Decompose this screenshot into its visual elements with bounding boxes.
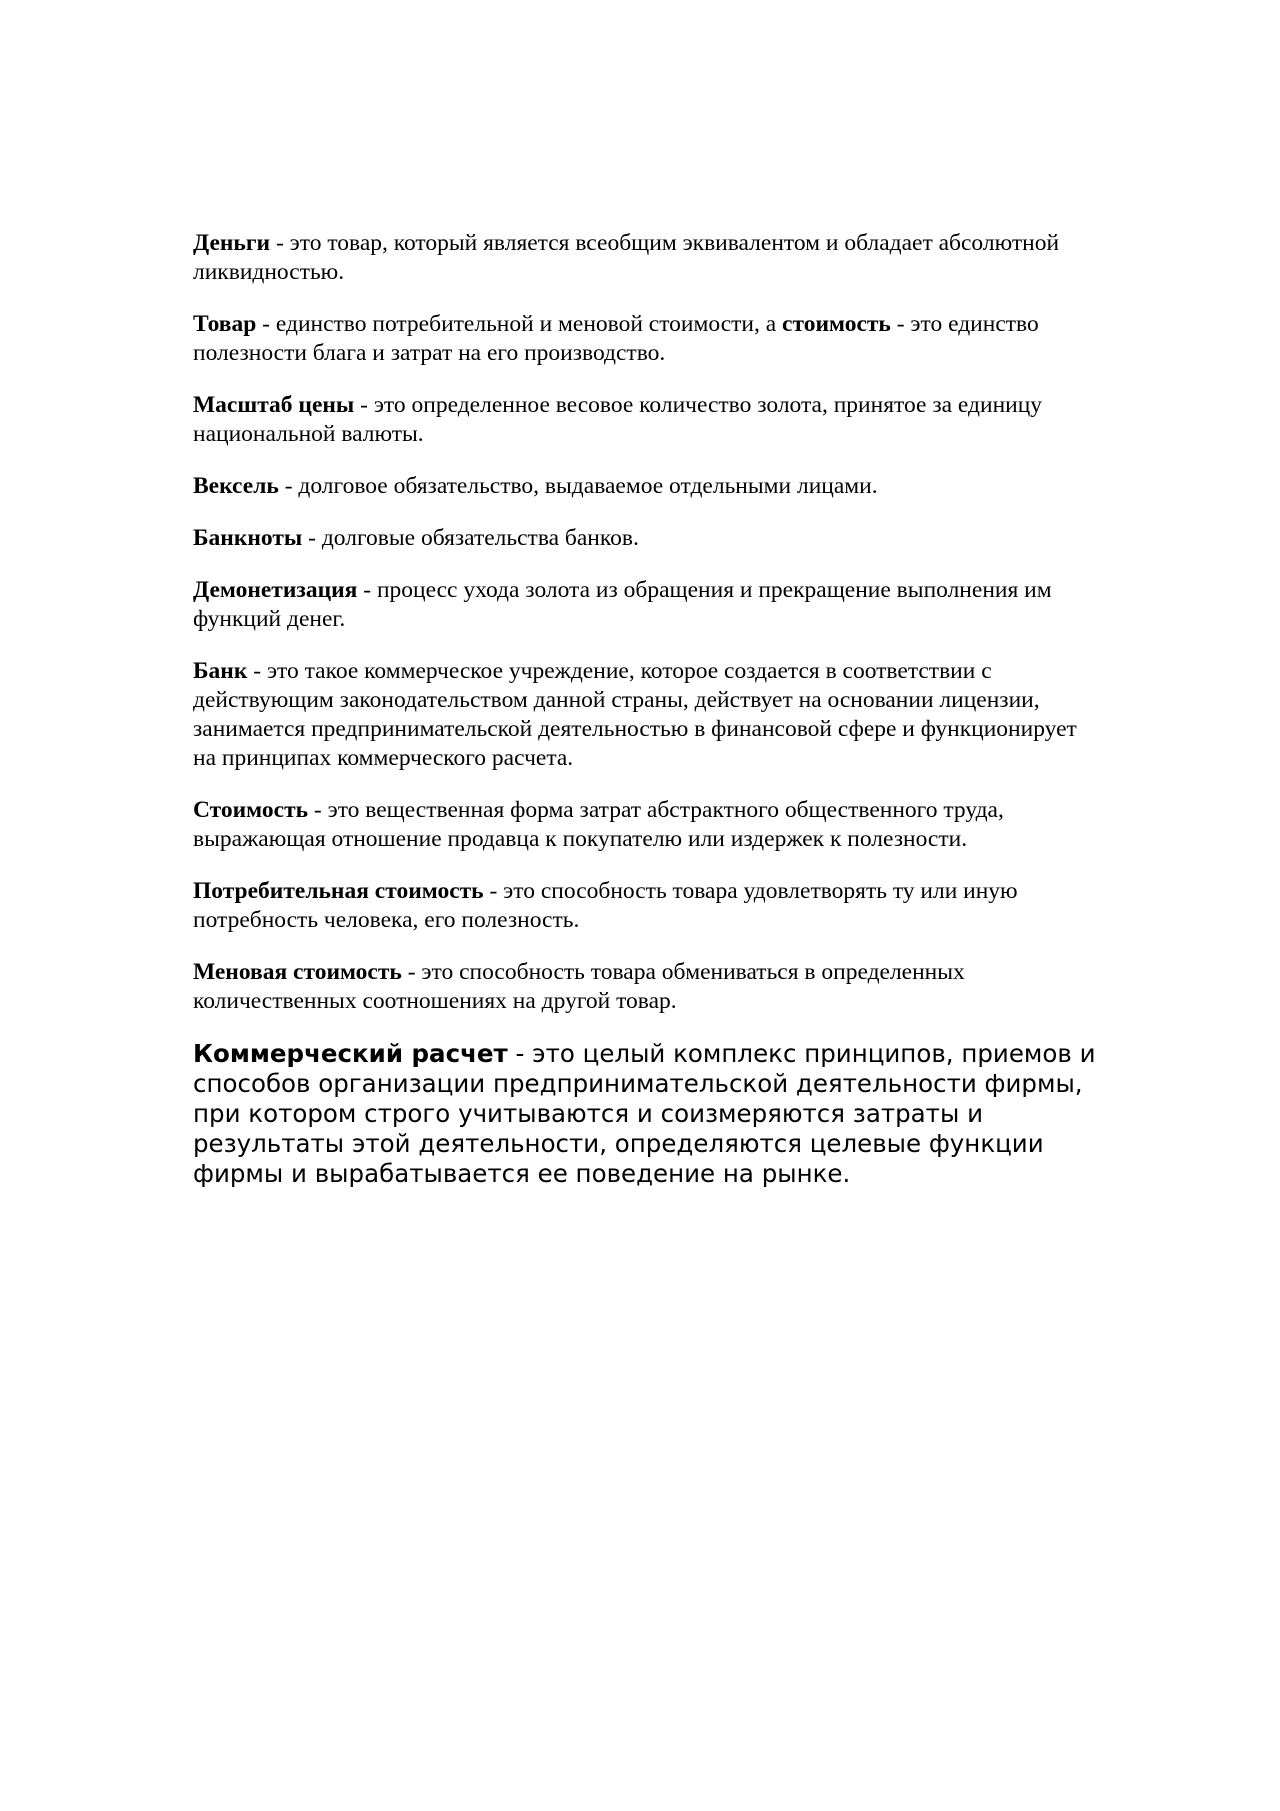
definition-text: - это такое коммерческое учреждение, которое создается в соответствии с действующим законодательством данной страны, действует на основании лицензии, занимается предпринимательской деятельностью в финансовой сфере и функционирует на принципах коммерческого расчета. xyxy=(193,658,1077,771)
definition-exchange-value xyxy=(193,958,1105,1016)
document-body xyxy=(193,229,1105,1212)
definition-text: - это товар, который является всеобщим эквивалентом и обладает абсолютной ликвидностью. xyxy=(193,230,1060,285)
definition-bill xyxy=(193,472,1105,501)
definition-text: - долговое обязательство, выдаваемое отдельными лицами. xyxy=(278,473,878,499)
term: стоимость xyxy=(782,311,891,337)
definition-text: - долговые обязательства банков. xyxy=(302,525,639,551)
term: Коммерческий расчет xyxy=(193,1039,508,1068)
definition-goods xyxy=(193,310,1105,368)
term: Меновая стоимость xyxy=(193,959,402,985)
definition-text: - процесс ухода золота из обращения и прекращение выполнения им функций денег. xyxy=(193,577,1052,632)
definition-commercial-calculation xyxy=(193,1039,1105,1189)
definition-text: - это вещественная форма затрат абстрактного общественного труда, выражающая отношение продавца к покупателю или издержек к полезности. xyxy=(193,797,1004,852)
term: Банк xyxy=(193,658,248,684)
definition-use-value xyxy=(193,877,1105,935)
term: Стоимость xyxy=(193,797,309,823)
definition-text: - это способность товара обмениваться в определенных количественных соотношениях на другой товар. xyxy=(193,959,965,1014)
definition-bank xyxy=(193,657,1105,773)
term: Деньги xyxy=(193,230,271,256)
definition-text: - это единство полезности блага и затрат на его производство. xyxy=(193,311,1039,366)
definition-demonetization xyxy=(193,576,1105,634)
term: Демонетизация xyxy=(193,577,358,603)
term: Масштаб цены xyxy=(193,392,355,418)
term: Банкноты xyxy=(193,525,303,551)
definition-price-scale xyxy=(193,391,1105,449)
definition-text: - это определенное весовое количество золота, принятое за единицу национальной валюты. xyxy=(193,392,1043,447)
term: Вексель xyxy=(193,473,279,499)
term: Товар xyxy=(193,311,257,337)
definition-text: - единство потребительной и меновой стоимости, а xyxy=(256,311,783,337)
term: Потребительная стоимость xyxy=(193,878,484,904)
definition-value xyxy=(193,796,1105,854)
definition-text: - это целый комплекс принципов, приемов и способов организации предпринимательской деятельности фирмы, при котором строго учитываются и соизмеряются затраты и результаты этой деятельности, определяются целевые функции фирмы и вырабатывается ее поведение на рынке. xyxy=(193,1039,1096,1188)
definition-banknotes xyxy=(193,524,1105,553)
definition-text: - это способность товара удовлетворять ту или иную потребность человека, его полезность. xyxy=(193,878,1018,933)
definition-money xyxy=(193,229,1105,287)
